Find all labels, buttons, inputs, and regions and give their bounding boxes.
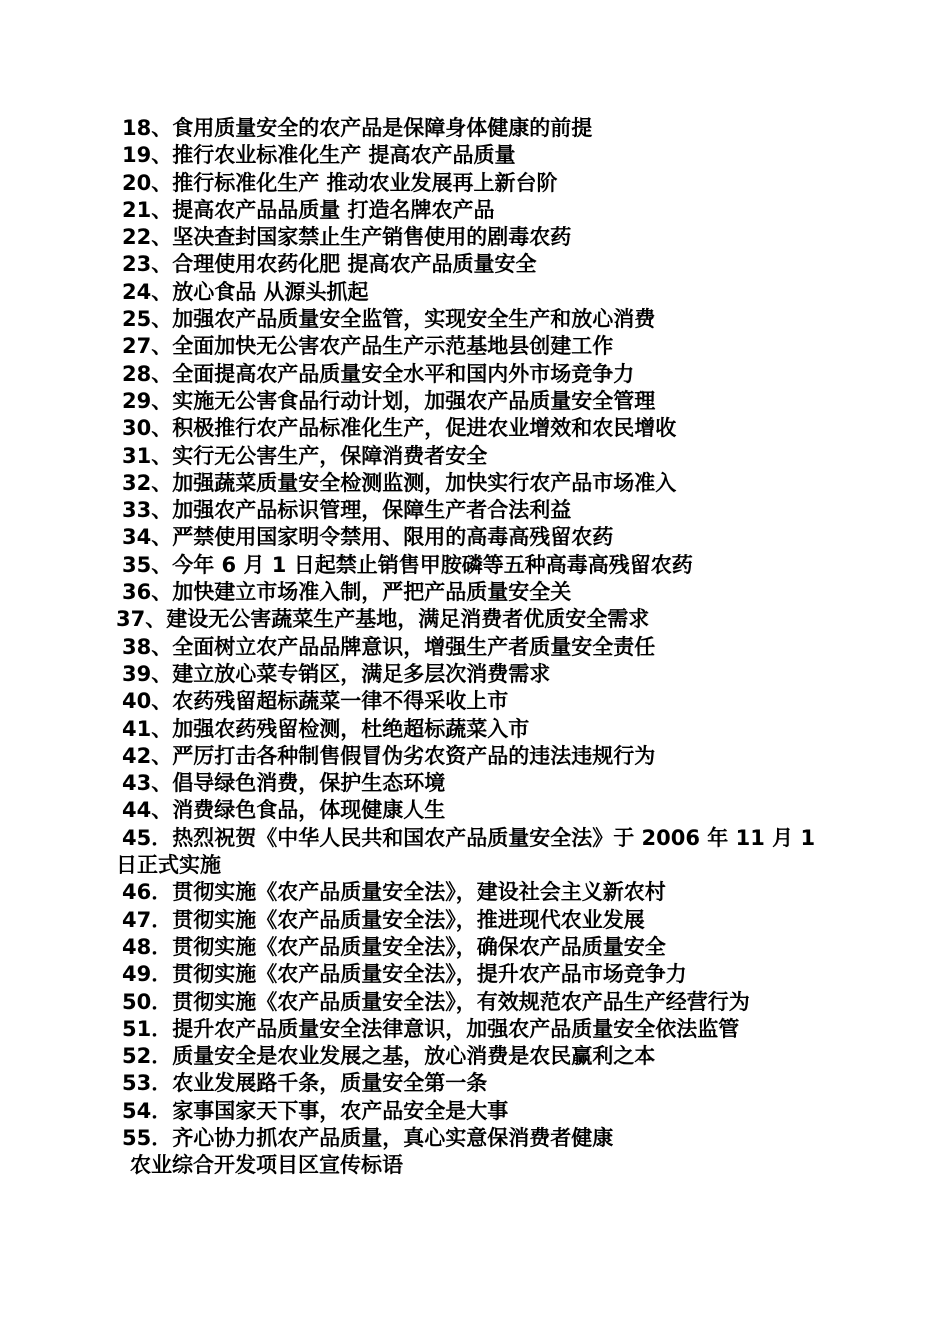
slogan-list bbox=[116, 115, 826, 1180]
slogan-item: 38、全面树立农产品品牌意识，增强生产者质量安全责任 bbox=[122, 634, 656, 659]
slogan-item: 46．贯彻实施《农产品质量安全法》，建设社会主义新农村 bbox=[122, 880, 666, 905]
slogan-item: 50．贯彻实施《农产品质量安全法》，有效规范农产品生产经营行为 bbox=[122, 989, 750, 1014]
slogan-item: 20、推行标准化生产 推动农业发展再上新台阶 bbox=[122, 170, 558, 195]
slogan-item: 48．贯彻实施《农产品质量安全法》，确保农产品质量安全 bbox=[122, 934, 666, 959]
slogan-item: 30、积极推行农产品标准化生产，促进农业增效和农民增收 bbox=[122, 416, 677, 441]
slogan-item: 31、实行无公害生产，保障消费者安全 bbox=[122, 443, 488, 468]
slogan-item: 27、全面加快无公害农产品生产示范基地县创建工作 bbox=[122, 334, 614, 359]
slogan-item: 40、农药残留超标蔬菜一律不得采收上市 bbox=[122, 689, 509, 714]
slogan-item: 36、加快建立市场准入制，严把产品质量安全关 bbox=[122, 580, 572, 605]
slogan-item: 52．质量安全是农业发展之基，放心消费是农民赢利之本 bbox=[122, 1044, 656, 1069]
slogan-item: 54．家事国家天下事，农产品安全是大事 bbox=[122, 1098, 509, 1123]
slogan-item: 19、推行农业标准化生产 提高农产品质量 bbox=[122, 143, 516, 168]
slogan-item: 28、全面提高农产品质量安全水平和国内外市场竞争力 bbox=[122, 361, 635, 386]
slogan-item: 47．贯彻实施《农产品质量安全法》，推进现代农业发展 bbox=[122, 907, 645, 932]
slogan-item: 42、严厉打击各种制售假冒伪劣农资产品的违法违规行为 bbox=[122, 743, 656, 768]
slogan-item: 21、提高农产品品质量 打造名牌农产品 bbox=[122, 197, 495, 222]
slogan-item: 49．贯彻实施《农产品质量安全法》，提升农产品市场竞争力 bbox=[122, 962, 687, 987]
slogan-item: 35、今年 6 月 1 日起禁止销售甲胺磷等五种高毒高残留农药 bbox=[122, 552, 693, 577]
slogan-item: 39、建立放心菜专销区，满足多层次消费需求 bbox=[122, 661, 551, 686]
section-heading: 农业综合开发项目区宣传标语 bbox=[130, 1153, 403, 1178]
slogan-item: 53．农业发展路千条，质量安全第一条 bbox=[122, 1071, 488, 1096]
slogan-item: 37、建设无公害蔬菜生产基地，满足消费者优质安全需求 bbox=[116, 607, 650, 632]
slogan-item: 18、食用质量安全的农产品是保障身体健康的前提 bbox=[122, 116, 593, 140]
slogan-item: 22、坚决查封国家禁止生产销售使用的剧毒农药 bbox=[122, 225, 572, 250]
slogan-item: 25、加强农产品质量安全监管，实现安全生产和放心消费 bbox=[122, 307, 656, 332]
slogan-item: 24、放心食品 从源头抓起 bbox=[122, 279, 369, 304]
slogan-item: 34、严禁使用国家明令禁用、限用的高毒高残留农药 bbox=[122, 525, 614, 550]
slogan-item: 29、实施无公害食品行动计划，加强农产品质量安全管理 bbox=[122, 388, 656, 413]
slogan-item: 51．提升农产品质量安全法律意识，加强农产品质量安全依法监管 bbox=[122, 1016, 740, 1041]
slogan-item: 32、加强蔬菜质量安全检测监测，加快实行农产品市场准入 bbox=[122, 470, 677, 495]
slogan-item: 45．热烈祝贺《中华人民共和国农产品质量安全法》于 2006 年 11 月 1 日正式实施 bbox=[116, 825, 816, 878]
slogan-item: 43、倡导绿色消费，保护生态环境 bbox=[122, 771, 446, 796]
slogan-item: 55．齐心协力抓农产品质量，真心实意保消费者健康 bbox=[122, 1125, 614, 1150]
slogan-item: 23、合理使用农药化肥 提高农产品质量安全 bbox=[122, 252, 537, 277]
slogan-item: 33、加强农产品标识管理，保障生产者合法利益 bbox=[122, 498, 572, 523]
slogan-item: 44、消费绿色食品，体现健康人生 bbox=[122, 798, 446, 823]
slogan-item: 41、加强农药残留检测，杜绝超标蔬菜入市 bbox=[122, 716, 530, 741]
